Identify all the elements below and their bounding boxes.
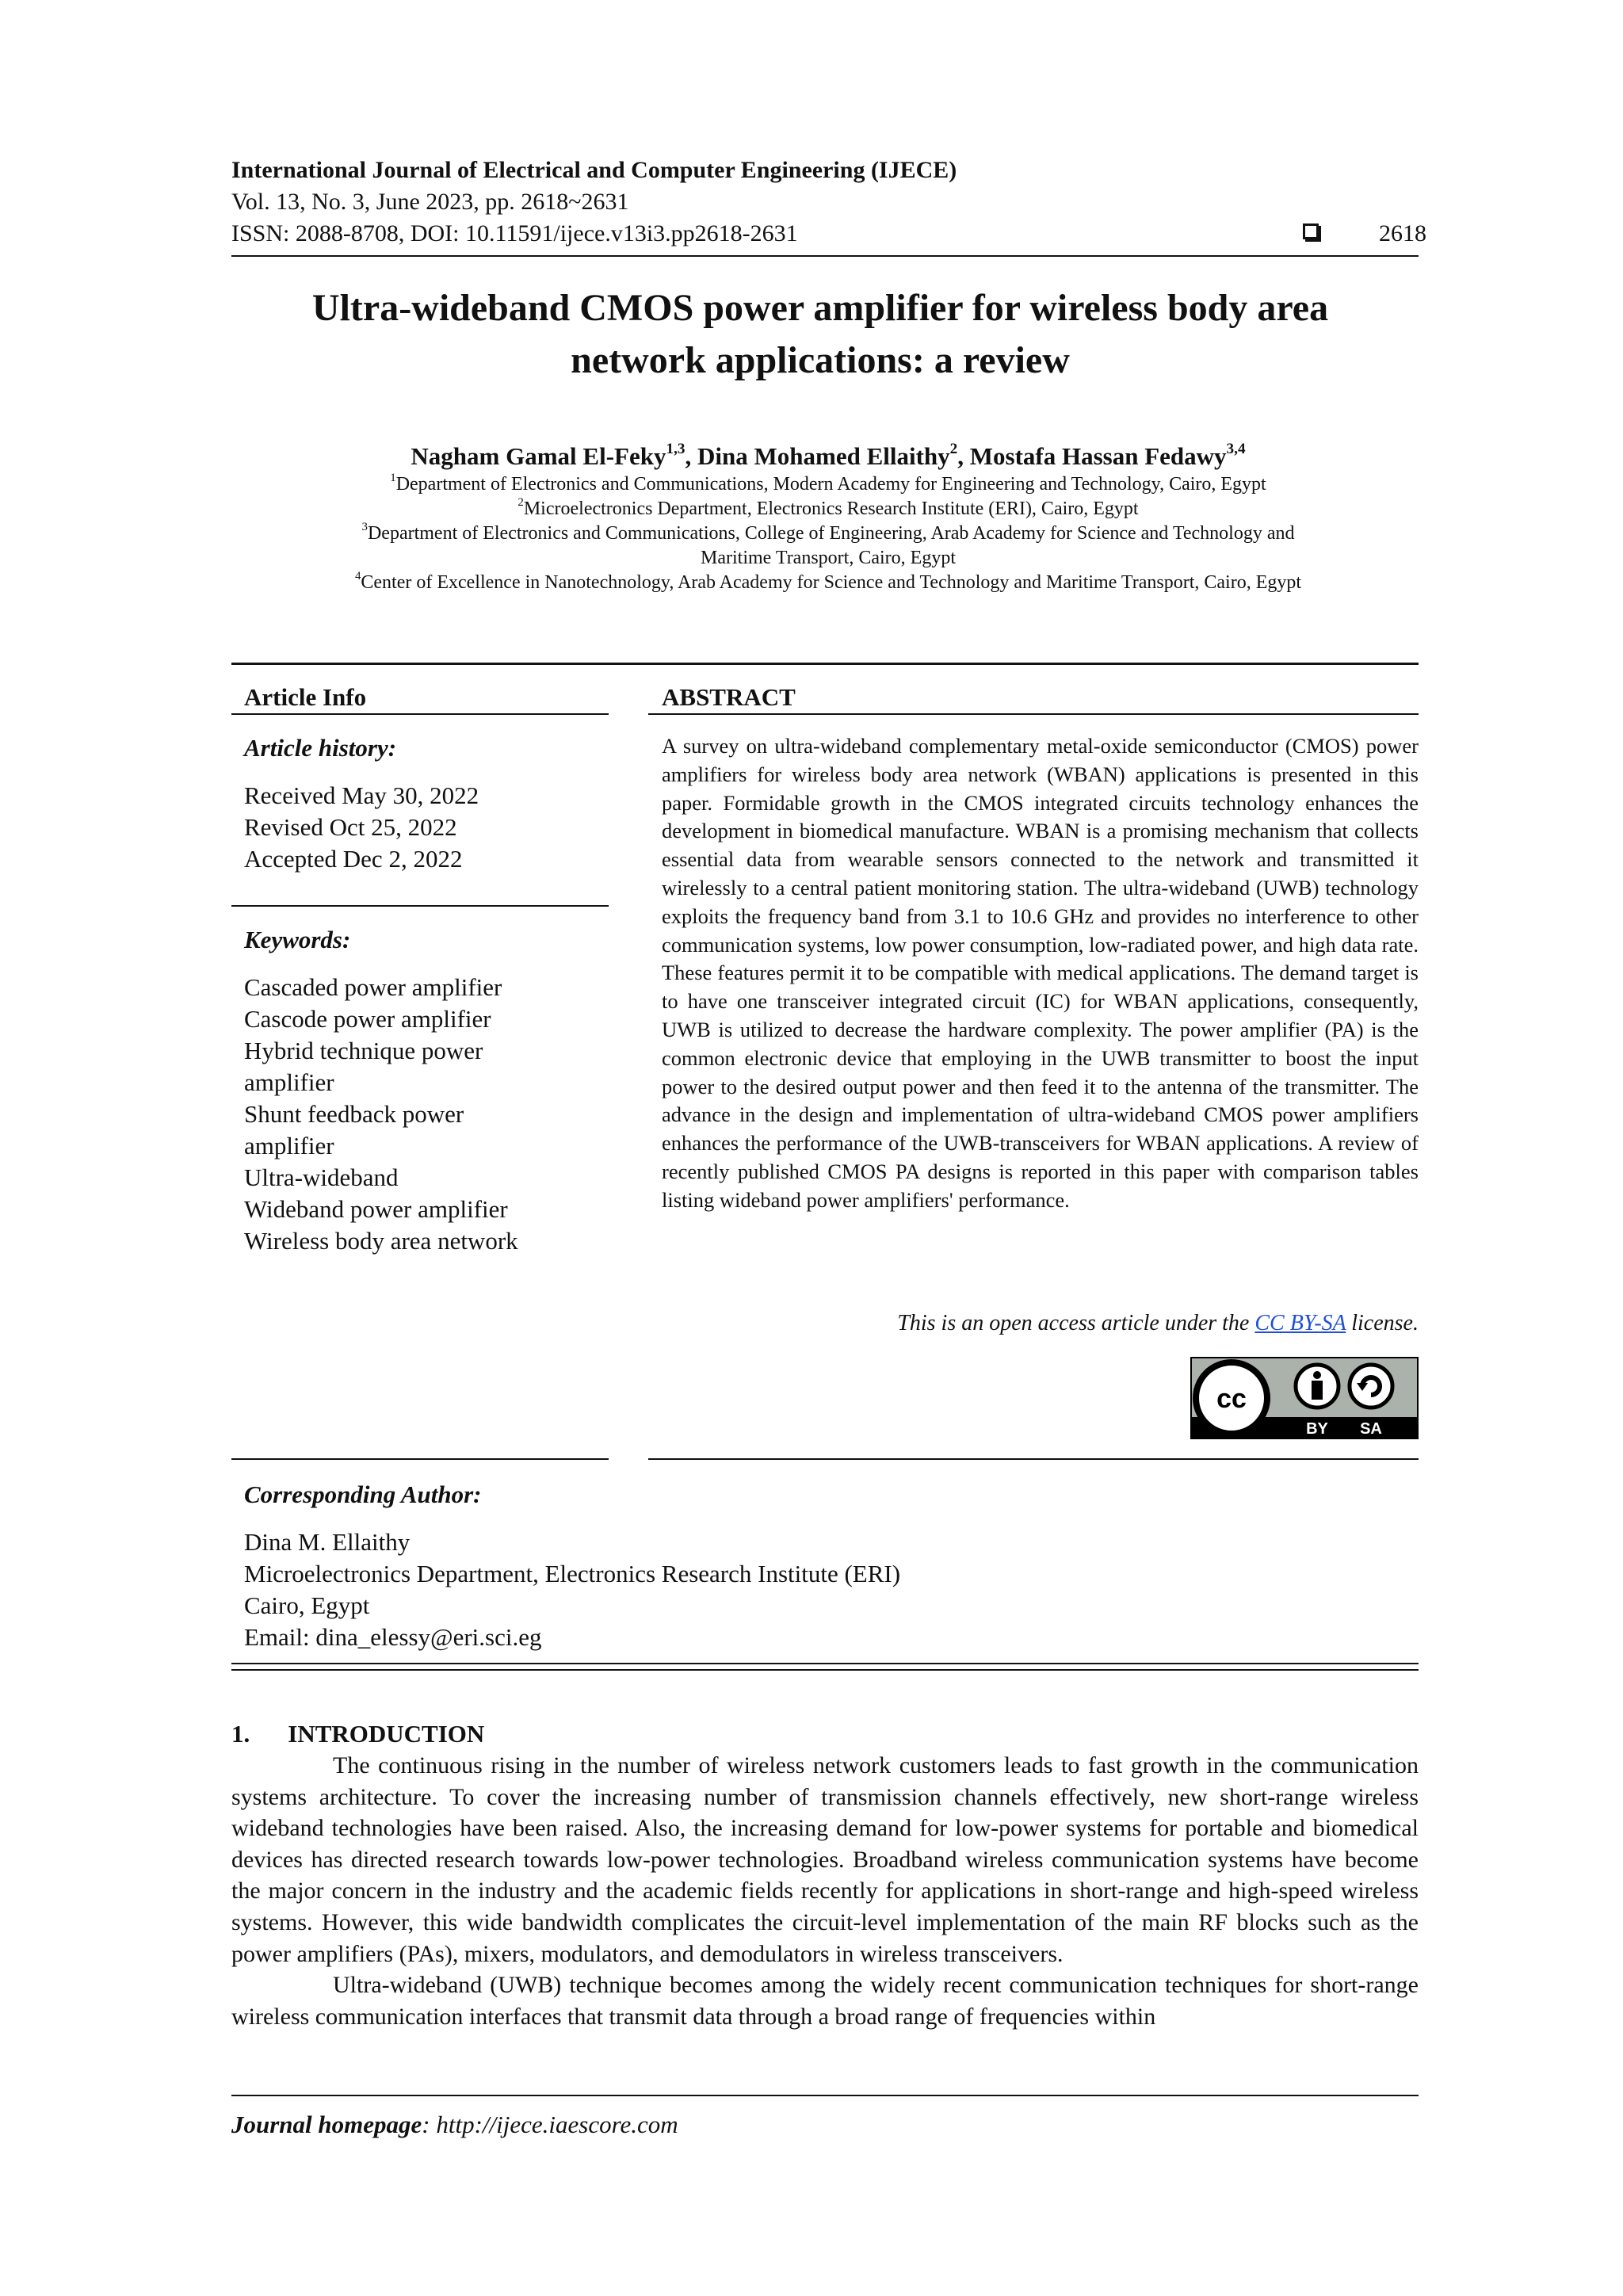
intro-paragraph-2: Ultra-wideband (UWB) technique becomes among the widely recent communication techniques for short-range wireless communication interfaces that transmit data through a broad range of frequencies within	[231, 1972, 1419, 2030]
intro-heading	[231, 1720, 484, 1748]
footer-rule	[231, 2095, 1419, 2096]
affiliation-4	[143, 571, 1514, 595]
keyword-item: amplifier	[244, 1068, 334, 1096]
author-1: Nagham Gamal El-Feky	[411, 442, 666, 470]
keyword-item: Ultra-wideband	[244, 1163, 399, 1191]
affiliation-text: Department of Electronics and Communications, College of Engineering, Arab Academy for Science and Technology and	[367, 523, 1295, 544]
keyword-item: Shunt feedback power	[244, 1100, 464, 1128]
license-link[interactable]: CC BY-SA	[1254, 1311, 1346, 1335]
intro-paragraph-1: The continuous rising in the number of wireless network customers leads to fast growth in the communication systems architecture. To cover the increasing number of transmission channels effectively, new short-range wireless wideband technologies have been raised. Also, the increasing demand for low-power systems for portable and biomedical devices has directed research towards low-power technologies. Broadband wireless communication systems have become the major concern in the industry and the academic fields recently for applications in short-range and high-speed wireless systems. However, this wide bandwidth complicates the circuit-level implementation of the main RF blocks such as the power amplifiers (PAs), mixers, modulators, and demodulators in wireless transceivers.	[231, 1752, 1419, 1967]
corresponding-city: Cairo, Egypt	[244, 1591, 370, 1619]
intro-number: 1.	[231, 1720, 250, 1748]
affiliation-2	[143, 497, 1514, 521]
keywords-list	[244, 972, 518, 1257]
homepage-label: Journal homepage	[231, 2111, 422, 2138]
affiliation-3-cont: Maritime Transport, Cairo, Egypt	[701, 548, 956, 568]
corresponding-label: Corresponding Author:	[244, 1480, 482, 1508]
abstract-heading: ABSTRACT	[662, 683, 796, 711]
affiliation-sup: 3	[361, 520, 368, 533]
author-sep: ,	[685, 442, 697, 470]
corresponding-rule-2	[231, 1669, 1419, 1671]
journal-homepage	[231, 2111, 678, 2139]
paper-title	[230, 282, 1411, 387]
history-rule	[231, 905, 609, 907]
keyword-item: Cascode power amplifier	[244, 1005, 491, 1033]
received-date: Received May 30, 2022	[244, 781, 479, 809]
cc-mark: cc	[1216, 1384, 1247, 1414]
author-sep: ,	[957, 442, 970, 470]
keyword-item: Wideband power amplifier	[244, 1195, 508, 1223]
title-line-2: network applications: a review	[571, 339, 1070, 381]
corresponding-name: Dina M. Ellaithy	[244, 1528, 411, 1556]
journal-name: International Journal of Electrical and Computer Engineering (IJECE)	[231, 157, 957, 183]
affiliation-sup: 4	[354, 569, 361, 583]
affiliation-text: Microelectronics Department, Electronics Research Institute (ERI), Cairo, Egypt	[523, 499, 1139, 519]
issn-doi: ISSN: 2088-8708, DOI: 10.11591/ijece.v13i3.pp2618-2631	[231, 220, 798, 246]
intro-title: INTRODUCTION	[288, 1720, 485, 1748]
abstract-text: A survey on ultra-wideband complementary metal-oxide semiconductor (CMOS) power amplifiers for wireless body area network (WBAN) applications is presented in this paper. Formidable growth in the CMOS integrated circuits technology enhances the development in biomedical manufacture. WBAN is a promising mechanism that collects essential data from wearable sensors connected to the network and transmitted it wirelessly to a central patient monitoring station. The ultra-wideband (UWB) technology exploits the frequency band from 3.1 to 10.6 GHz and provides no interference to other communication systems, low power consumption, low-radiated power, and high data rate. These features permit it to be compatible with medical applications. The demand target is to have one transceiver integrated circuit (IC) for WBAN applications, consequently, UWB is utilized to decrease the hardware complexity. The power amplifier (PA) is the common electronic device that employing in the UWB transmitter to boost the input power to the desired output power and then feed it to the antenna of the transmitter. The advance in the design and implementation of ultra-wideband CMOS power amplifiers enhances the performance of the UWB-transceivers for WBAN applications. A review of recently published CMOS PA designs is reported in this paper with comparison tables listing wideband power amplifiers' performance.	[662, 734, 1419, 1212]
keyword-item: Wireless body area network	[244, 1227, 518, 1255]
keywords-label: Keywords:	[244, 926, 351, 953]
intro-body	[231, 1750, 1419, 2032]
corresponding-details	[244, 1526, 900, 1653]
article-info-heading: Article Info	[244, 683, 367, 711]
article-history-label: Article history:	[244, 734, 397, 762]
keywords-bottom-rule	[231, 1458, 609, 1460]
corresponding-dept: Microelectronics Department, Electronics Research Institute (ERI)	[244, 1560, 901, 1587]
abstract-rule	[648, 713, 1419, 715]
author-3: Mostafa Hassan Fedawy	[969, 442, 1227, 470]
author-3-sup: 3,4	[1226, 440, 1246, 457]
abstract-bottom-rule	[648, 1458, 1419, 1460]
by-mark: BY	[1306, 1420, 1328, 1438]
license-note	[662, 1311, 1419, 1336]
affiliation-text: Center of Excellence in Nanotechnology, Arab Academy for Science and Technology and Maritime Transport, Cairo, Egypt	[361, 572, 1302, 593]
cc-by-sa-badge[interactable]	[1190, 1357, 1419, 1439]
volume-info: Vol. 13, No. 3, June 2023, pp. 2618~2631	[231, 189, 629, 215]
article-info-rule	[231, 713, 609, 715]
author-2: Dina Mohamed Ellaithy	[697, 442, 950, 470]
author-1-sup: 1,3	[666, 440, 685, 457]
header-rule	[231, 255, 1419, 257]
affiliation-sup: 1	[390, 471, 396, 484]
info-top-rule	[231, 663, 1419, 665]
keyword-item: Hybrid technique power	[244, 1037, 483, 1064]
page-number: 2618	[1379, 220, 1426, 246]
homepage-url[interactable]: : http://ijece.iaescore.com	[422, 2111, 678, 2138]
keyword-item: Cascaded power amplifier	[244, 973, 502, 1001]
keyword-item: amplifier	[244, 1132, 334, 1159]
revised-date: Revised Oct 25, 2022	[244, 813, 457, 841]
sa-mark: SA	[1360, 1420, 1382, 1438]
affiliation-text: Department of Electronics and Communications, Modern Academy for Engineering and Technology, Cairo, Egypt	[395, 474, 1266, 495]
author-2-sup: 2	[949, 440, 958, 457]
affiliation-1	[143, 472, 1514, 497]
authors	[143, 441, 1514, 472]
accepted-date: Accepted Dec 2, 2022	[244, 845, 463, 873]
license-suffix: license.	[1346, 1311, 1419, 1335]
license-prefix: This is an open access article under the	[897, 1311, 1255, 1335]
box-icon	[1303, 223, 1319, 239]
corresponding-rule-1	[231, 1663, 1419, 1664]
title-line-1: Ultra-wideband CMOS power amplifier for wireless body area	[311, 287, 1329, 329]
affiliation-3	[143, 521, 1514, 546]
cc-badge-icon	[1190, 1357, 1419, 1439]
corresponding-email: Email: dina_elessy@eri.sci.eg	[244, 1623, 542, 1651]
affiliation-sup: 2	[517, 495, 524, 509]
article-history	[244, 780, 479, 875]
